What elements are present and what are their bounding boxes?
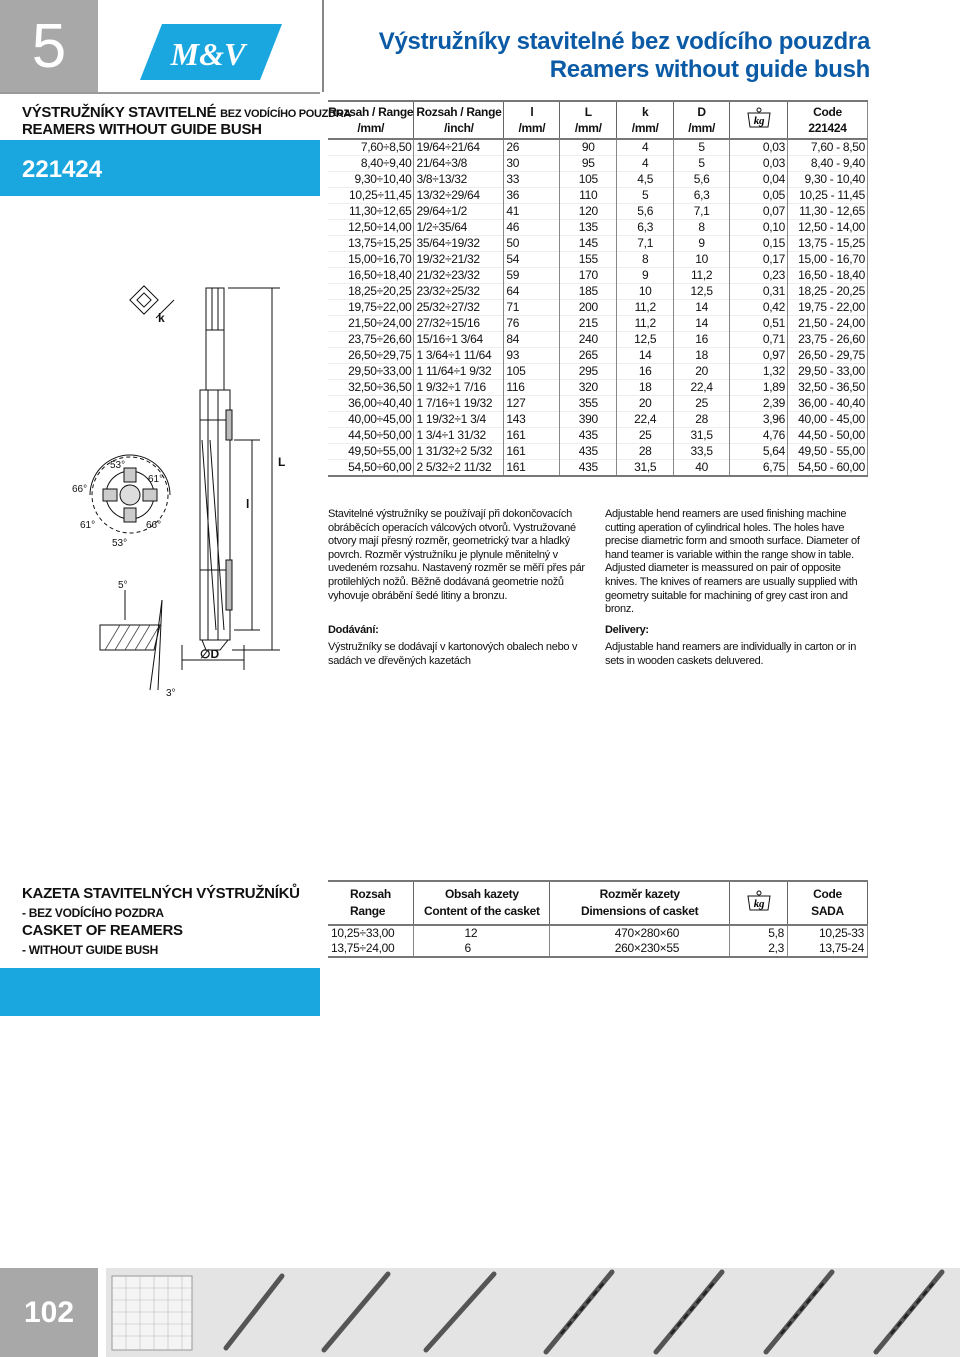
table-cell: 12,5	[674, 284, 730, 300]
table-cell: 11,2	[617, 316, 674, 332]
table-cell: 23,75÷26,60	[328, 332, 414, 348]
table-cell: 50	[504, 236, 560, 252]
table-cell: 19,75 - 22,00	[788, 300, 868, 316]
table-row	[328, 460, 868, 477]
table-cell: 71	[504, 300, 560, 316]
table-cell: 1 9/32÷1 7/16	[414, 380, 504, 396]
table-cell: 49,50 - 55,00	[788, 444, 868, 460]
reamer-technical-drawing	[50, 270, 320, 710]
table-cell: 1,89	[730, 380, 788, 396]
casket-table	[328, 880, 868, 958]
table-cell: 3,96	[730, 412, 788, 428]
table-cell: 127	[504, 396, 560, 412]
table-cell: 170	[560, 268, 617, 284]
weight-icon	[744, 890, 774, 912]
table-cell: 25	[674, 396, 730, 412]
delivery-text-cz: Výstružníky se dodávají v kartonových obalech nebo v sadách ve dřevěných kazetách	[328, 641, 578, 667]
table-cell: 18	[674, 348, 730, 364]
table-row	[328, 300, 868, 316]
table-cell: 20	[674, 364, 730, 380]
table-cell: 4	[617, 139, 674, 156]
table-cell: 41	[504, 204, 560, 220]
svg-text:kg: kg	[753, 115, 764, 127]
weight-header	[730, 881, 788, 925]
table-cell: 10,25 - 11,45	[788, 188, 868, 204]
description-en: Adjustable hend reamers are used finishing machine cutting aperation of cylindrical holes. The holes have precise diametric form and smooth surface. Diameter of hand teamer is variable within the range show in table. Adjusted diameter is meassured on pair of opposite knives. The knives of reamers are usually supplied with geometry suitable for machining of grey cast iron and bronz.	[605, 508, 860, 616]
table-cell: 40	[674, 460, 730, 477]
table-row	[328, 316, 868, 332]
table-cell: 9,30 - 10,40	[788, 172, 868, 188]
section-title-cz: VÝSTRUŽNÍKY STAVITELNÉ BEZ VODÍCÍHO POUZDRA	[22, 104, 352, 121]
angle-5: 5°	[118, 580, 128, 591]
table-cell: 64	[504, 284, 560, 300]
table-cell: 26	[504, 139, 560, 156]
table-cell: 5,6	[617, 204, 674, 220]
label-k: k	[158, 311, 165, 325]
table-cell: 161	[504, 444, 560, 460]
col-header: Rozměr kazety Dimensions of casket	[550, 881, 730, 925]
table-cell: 10,25÷33,00	[328, 925, 414, 941]
table-row	[328, 428, 868, 444]
table-cell: 143	[504, 412, 560, 428]
table-cell: 116	[504, 380, 560, 396]
table-cell: 3/8÷13/32	[414, 172, 504, 188]
table-cell: 21/32÷23/32	[414, 268, 504, 284]
table-cell: 11,2	[617, 300, 674, 316]
table-row	[328, 444, 868, 460]
page-title-cz: Výstružníky stavitelné bez vodícího pouzdra	[378, 28, 870, 55]
table-cell: 84	[504, 332, 560, 348]
weight-icon	[744, 107, 774, 129]
table-cell: 435	[560, 460, 617, 477]
section-number: 5	[31, 11, 67, 81]
section-title-en: REAMERS WITHOUT GUIDE BUSH	[22, 121, 262, 138]
table-row	[328, 332, 868, 348]
table-cell: 14	[617, 348, 674, 364]
table-cell: 0,10	[730, 220, 788, 236]
table-cell: 260×230×55	[550, 941, 730, 957]
table-row	[328, 396, 868, 412]
table-cell: 5	[617, 188, 674, 204]
table-cell: 15/16÷1 3/64	[414, 332, 504, 348]
table-cell: 54,50÷60,00	[328, 460, 414, 477]
table-cell: 36,00 - 40,40	[788, 396, 868, 412]
table-cell: 16,50÷18,40	[328, 268, 414, 284]
col-header: L /mm/	[560, 101, 617, 139]
page-number: 102	[23, 1295, 75, 1329]
table-cell: 21,50 - 24,00	[788, 316, 868, 332]
table-cell: 54,50 - 60,00	[788, 460, 868, 477]
table-cell: 320	[560, 380, 617, 396]
table-cell: 28	[674, 412, 730, 428]
angle-53-top: 53°	[110, 460, 126, 471]
label-L: L	[278, 455, 286, 469]
table-cell: 7,60÷8,50	[328, 139, 414, 156]
table-row	[328, 348, 868, 364]
table-cell: 1 19/32÷1 3/4	[414, 412, 504, 428]
table-cell: 76	[504, 316, 560, 332]
table-cell: 1 11/64÷1 9/32	[414, 364, 504, 380]
table-cell: 31,5	[674, 428, 730, 444]
table-cell: 2 5/32÷2 11/32	[414, 460, 504, 477]
table-cell: 28	[617, 444, 674, 460]
table-cell: 0,71	[730, 332, 788, 348]
table-row	[328, 139, 868, 156]
table-cell: 13,75 - 15,25	[788, 236, 868, 252]
table-cell: 13,75÷24,00	[328, 941, 414, 957]
table-cell: 32,50÷36,50	[328, 380, 414, 396]
table-cell: 19/32÷21/32	[414, 252, 504, 268]
table-cell: 10,25÷11,45	[328, 188, 414, 204]
table-cell: 0,04	[730, 172, 788, 188]
table-cell: 15,00÷16,70	[328, 252, 414, 268]
casket-accent-box	[0, 968, 320, 1016]
reamer-spec-table	[328, 100, 868, 477]
delivery-title-cz: Dodávání:	[328, 624, 379, 636]
table-cell: 185	[560, 284, 617, 300]
table-cell: 9	[674, 236, 730, 252]
col-header: Code 221424	[788, 101, 868, 139]
col-header: Rozsah Range	[328, 881, 414, 925]
table-cell: 0,17	[730, 252, 788, 268]
table-cell: 10	[674, 252, 730, 268]
table-cell: 8	[674, 220, 730, 236]
table-cell: 8,40 - 9,40	[788, 156, 868, 172]
table-cell: 13/32÷29/64	[414, 188, 504, 204]
product-code: 221424	[22, 156, 103, 183]
table-cell: 5,64	[730, 444, 788, 460]
header-divider	[322, 0, 324, 92]
table-cell: 44,50÷50,00	[328, 428, 414, 444]
table-header-row	[328, 101, 868, 139]
table-cell: 10	[617, 284, 674, 300]
table-cell: 10,25-33	[788, 925, 868, 941]
table-cell: 23,75 - 26,60	[788, 332, 868, 348]
description-cz: Stavitelné výstružníky se používají při dokončovacích obráběcích operacích válcových otvorů. Vystružované otvory mají přesný rozměr, geometrický tvar a hladký povrch. Rozměr výstružníku je plynule měnitelný v uvedeném rozsahu. Nastavený rozměr se měří přes pár protilehlých nožů. Běžně dodávaná geometrie nožů vyhovuje obrábění šedé litiny a bronzu.	[328, 508, 585, 602]
table-cell: 13,75÷15,25	[328, 236, 414, 252]
table-cell: 215	[560, 316, 617, 332]
table-cell: 40,00 - 45,00	[788, 412, 868, 428]
product-photo-strip	[106, 1268, 960, 1357]
table-row	[328, 284, 868, 300]
table-cell: 12	[414, 925, 550, 941]
table-row	[328, 188, 868, 204]
table-cell: 46	[504, 220, 560, 236]
table-cell: 0,03	[730, 156, 788, 172]
table-cell: 110	[560, 188, 617, 204]
table-cell: 95	[560, 156, 617, 172]
angle-61-left: 61°	[80, 520, 96, 531]
table-cell: 435	[560, 428, 617, 444]
table-row	[328, 268, 868, 284]
table-cell: 11,30÷12,65	[328, 204, 414, 220]
casket-subtitle-en: - WITHOUT GUIDE BUSH	[22, 943, 158, 957]
table-cell: 9	[617, 268, 674, 284]
table-cell: 390	[560, 412, 617, 428]
table-row	[328, 172, 868, 188]
table-cell: 0,05	[730, 188, 788, 204]
col-header: Code SADA	[788, 881, 868, 925]
table-cell: 0,07	[730, 204, 788, 220]
table-row	[328, 252, 868, 268]
table-cell: 1,32	[730, 364, 788, 380]
delivery-title-en: Delivery:	[605, 624, 649, 636]
table-row	[328, 236, 868, 252]
table-cell: 12,5	[617, 332, 674, 348]
table-cell: 13,75-24	[788, 941, 868, 957]
table-cell: 5	[674, 156, 730, 172]
table-cell: 16	[674, 332, 730, 348]
table-cell: 19/64÷21/64	[414, 139, 504, 156]
angle-61-right: 61°	[148, 474, 164, 485]
table-cell: 16,50 - 18,40	[788, 268, 868, 284]
table-cell: 105	[560, 172, 617, 188]
table-cell: 1 3/64÷1 11/64	[414, 348, 504, 364]
table-cell: 90	[560, 139, 617, 156]
table-cell: 4	[617, 156, 674, 172]
table-cell: 2,39	[730, 396, 788, 412]
table-cell: 30	[504, 156, 560, 172]
table-cell: 59	[504, 268, 560, 284]
table-cell: 6,3	[617, 220, 674, 236]
table-cell: 355	[560, 396, 617, 412]
table-cell: 161	[504, 460, 560, 477]
table-cell: 26,50 - 29,75	[788, 348, 868, 364]
casket-title-cz: KAZETA STAVITELNÝCH VÝSTRUŽNÍKŮ	[22, 885, 300, 902]
table-cell: 4,76	[730, 428, 788, 444]
table-cell: 0,03	[730, 139, 788, 156]
table-cell: 35/64÷19/32	[414, 236, 504, 252]
table-cell: 44,50 - 50,00	[788, 428, 868, 444]
col-header: l /mm/	[504, 101, 560, 139]
table-cell: 435	[560, 444, 617, 460]
angle-53-bottom: 53°	[112, 538, 128, 549]
table-cell: 105	[504, 364, 560, 380]
table-cell: 16	[617, 364, 674, 380]
table-cell: 9,30÷10,40	[328, 172, 414, 188]
table-cell: 8	[617, 252, 674, 268]
table-cell: 6,3	[674, 188, 730, 204]
table-cell: 7,60 - 8,50	[788, 139, 868, 156]
table-cell: 1 31/32÷2 5/32	[414, 444, 504, 460]
table-row	[328, 412, 868, 428]
label-l: l	[246, 497, 250, 511]
table-row	[328, 941, 868, 957]
table-cell: 0,51	[730, 316, 788, 332]
casket-title-en: CASKET OF REAMERS	[22, 922, 183, 939]
table-cell: 22,4	[674, 380, 730, 396]
table-cell: 36	[504, 188, 560, 204]
sidebar-divider	[0, 92, 320, 94]
brand-logo	[140, 24, 282, 80]
table-cell: 5,8	[730, 925, 788, 941]
table-cell: 1 3/4÷1 31/32	[414, 428, 504, 444]
table-cell: 0,23	[730, 268, 788, 284]
table-cell: 240	[560, 332, 617, 348]
table-cell: 5,6	[674, 172, 730, 188]
table-cell: 15,00 - 16,70	[788, 252, 868, 268]
table-cell: 265	[560, 348, 617, 364]
table-cell: 295	[560, 364, 617, 380]
table-cell: 0,31	[730, 284, 788, 300]
table-cell: 11,2	[674, 268, 730, 284]
col-header: Rozsah / Range /mm/	[328, 101, 414, 139]
table-cell: 19,75÷22,00	[328, 300, 414, 316]
table-cell: 7,1	[674, 204, 730, 220]
table-cell: 33	[504, 172, 560, 188]
table-cell: 93	[504, 348, 560, 364]
col-header: k /mm/	[617, 101, 674, 139]
table-cell: 25/32÷27/32	[414, 300, 504, 316]
page-title-en: Reamers without guide bush	[549, 56, 870, 83]
table-cell: 18	[617, 380, 674, 396]
table-cell: 11,30 - 12,65	[788, 204, 868, 220]
table-cell: 4,5	[617, 172, 674, 188]
table-cell: 1/2÷35/64	[414, 220, 504, 236]
table-cell: 20	[617, 396, 674, 412]
angle-66-left: 66°	[72, 484, 88, 495]
col-header: D /mm/	[674, 101, 730, 139]
table-cell: 12,50 - 14,00	[788, 220, 868, 236]
svg-text:kg: kg	[753, 897, 764, 910]
col-header: Obsah kazety Content of the casket	[414, 881, 550, 925]
table-cell: 7,1	[617, 236, 674, 252]
table-cell: 14	[674, 300, 730, 316]
table-cell: 161	[504, 428, 560, 444]
table-cell: 0,42	[730, 300, 788, 316]
table-cell: 22,4	[617, 412, 674, 428]
table-cell: 26,50÷29,75	[328, 348, 414, 364]
delivery-text-en: Adjustable hand reamers are individually in carton or in sets in wooden caskets deluvered.	[605, 641, 857, 667]
angle-66-right: 66°	[146, 520, 162, 531]
col-header: Rozsah / Range /inch/	[414, 101, 504, 139]
table-row	[328, 220, 868, 236]
table-cell: 0,15	[730, 236, 788, 252]
table-cell: 155	[560, 252, 617, 268]
table-cell: 1 7/16÷1 19/32	[414, 396, 504, 412]
table-cell: 32,50 - 36,50	[788, 380, 868, 396]
table-cell: 54	[504, 252, 560, 268]
table-cell: 21,50÷24,00	[328, 316, 414, 332]
table-cell: 18,25÷20,25	[328, 284, 414, 300]
table-cell: 18,25 - 20,25	[788, 284, 868, 300]
table-cell: 40,00÷45,00	[328, 412, 414, 428]
table-cell: 470×280×60	[550, 925, 730, 941]
table-cell: 6,75	[730, 460, 788, 477]
table-cell: 29/64÷1/2	[414, 204, 504, 220]
logo-text: M&V	[170, 36, 246, 72]
table-cell: 29,50 - 33,00	[788, 364, 868, 380]
table-cell: 33,5	[674, 444, 730, 460]
table-cell: 6	[414, 941, 550, 957]
table-cell: 29,50÷33,00	[328, 364, 414, 380]
table-row	[328, 364, 868, 380]
angle-3: 3°	[166, 688, 176, 699]
table-header-row	[328, 881, 868, 925]
table-row	[328, 156, 868, 172]
table-cell: 36,00÷40,40	[328, 396, 414, 412]
casket-subtitle-cz: - BEZ VODÍCÍHO POZDRA	[22, 906, 164, 920]
table-cell: 120	[560, 204, 617, 220]
table-cell: 200	[560, 300, 617, 316]
weight-header	[730, 101, 788, 139]
table-cell: 31,5	[617, 460, 674, 477]
table-cell: 2,3	[730, 941, 788, 957]
table-cell: 27/32÷15/16	[414, 316, 504, 332]
table-row	[328, 925, 868, 941]
table-cell: 5	[674, 139, 730, 156]
table-cell: 8,40÷9,40	[328, 156, 414, 172]
table-cell: 21/64÷3/8	[414, 156, 504, 172]
table-cell: 135	[560, 220, 617, 236]
table-cell: 12,50÷14,00	[328, 220, 414, 236]
table-cell: 14	[674, 316, 730, 332]
table-cell: 145	[560, 236, 617, 252]
table-row	[328, 204, 868, 220]
table-cell: 49,50÷55,00	[328, 444, 414, 460]
table-cell: 0,97	[730, 348, 788, 364]
label-diameter-D: ∅D	[200, 647, 220, 661]
table-cell: 23/32÷25/32	[414, 284, 504, 300]
table-row	[328, 380, 868, 396]
table-cell: 25	[617, 428, 674, 444]
